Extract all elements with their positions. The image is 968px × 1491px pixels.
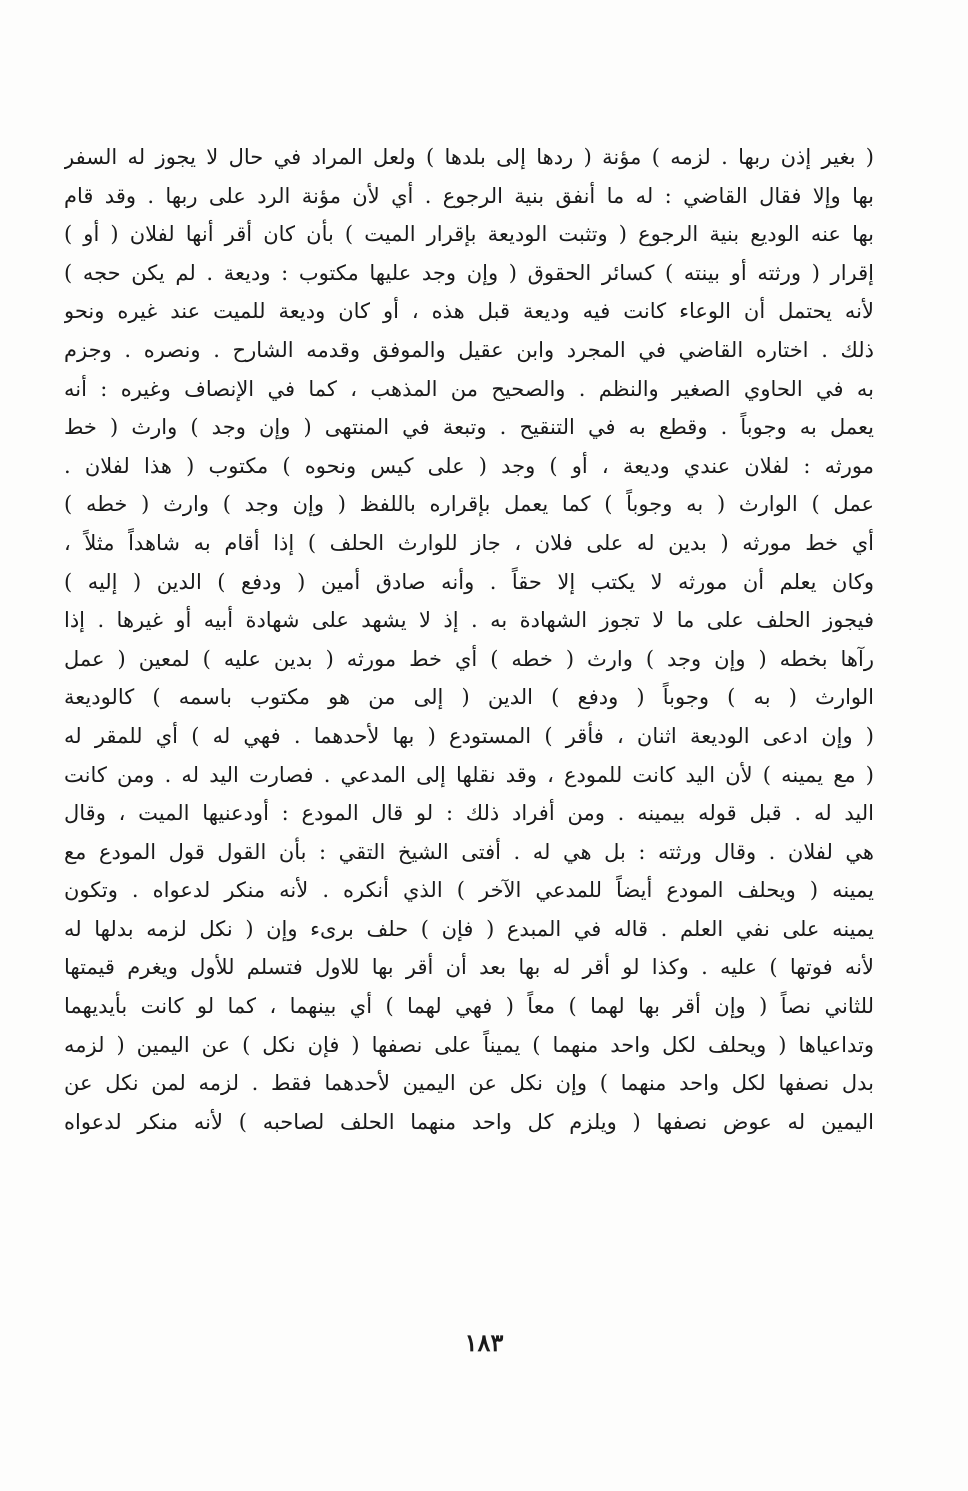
text-line: بدل نصفها لكل واحد منهما ) وإن نكل عن اليمين لأحدهما فقط . لزمه لمن نكل عن	[64, 1071, 874, 1096]
text-line: وكان يعلم أن مورثه لا يكتب إلا حقاً . وأنه صادق أمين ( ودفع ) الدين ( إليه )	[64, 569, 874, 594]
text-line: يمينه ( ويحلف المودع أيضاً للمدعي الآخر ) الذي أنكره . لأنه منكر لدعواه . وتكون	[64, 878, 874, 903]
text-line: إقرار ( ورثته أو بينته ) كسائر الحقوق ( وإن وجد عليها مكتوب : وديعة . لم يكن حجه )	[64, 260, 874, 285]
text-line: ( مع يمينه ) لأن اليد كانت للمودع ، وقد نقلها إلى المدعي . فصارت اليد له . ومن كانت	[64, 762, 874, 787]
text-line: اليمين له عوض نصفها ( ويلزم كل واحد منهما الحلف لصاحبه ) لأنه منكر لدعواه	[64, 1109, 874, 1134]
text-line: لأنه فوتها ) عليه . وكذا لو أقر له بها بعد أن أقر بها للاول فتسلم للأول ويغرم قيمتها	[64, 955, 874, 980]
text-line: وتداعياها ( ويحلف لكل واحد منهما ) يميناً على نصفها ( فإن نكل ) عن اليمين ( لزمه	[64, 1032, 874, 1057]
text-line: اليد له . قبل قوله بيمينه . ومن أفراد ذلك : لو قال المودع : أودعنيها الميت ، وقال	[64, 801, 874, 826]
text-line: بها وإلا فقال القاضي : له ما أنفق بنية الرجوع . أي لأن مؤنة الرد على ربها . وقد قام	[64, 183, 874, 208]
text-line: يعمل به وجوباً . وقطع به في التنقيح . وتبعة في المنتهى ( وإن وجد ) وارث ( خط	[64, 415, 874, 440]
text-line: ( بغير إذن ربها . لزمه ) مؤنة ( ردها إلى بلدها ) ولعل المراد في حال لا يجوز له السفر	[64, 145, 874, 169]
body-text	[64, 138, 874, 1141]
text-line: رآها بخطه ( وإن وجد ) وارث ( خطه ) أي خط مورثه ( بدين عليه ) لمعين ( عمل	[64, 646, 874, 671]
text-line: الوارث ( به ) وجوباً ( ودفع ) الدين ( إلى من هو مكتوب باسمه ) كالوديعة	[64, 685, 874, 710]
text-line: لأنه يحتمل أن الوعاء كانت فيه وديعة قبل هذه ، أو كان وديعة للميت عند غيره ونحو	[64, 299, 874, 324]
text-line: مورثه : لفلان عندي وديعة ، أو ) وجد ( على كيس ونحوه ) مكتوب ( هذا لفلان .	[64, 453, 874, 478]
text-line: بها عنه الوديع بنية الرجوع ( وتثبت الوديعة بإقرار الميت ) بأن كان أقر أنها لفلان ( أو )	[64, 222, 874, 247]
text-line: أي خط مورثه ( بدين له على فلان ، جاز للوارث الحلف ) إذا أقام به شاهداً مثلاً ،	[64, 530, 874, 555]
text-line: هي لفلان . وقال ورثته : بل هي له . أفتى الشيخ التقي : بأن القول قول المودع مع	[64, 839, 874, 864]
text-line: ( وإن ادعى الوديعة اثنان ، فأقر ) المستودع ( بها لأحدهما . فهي له ) أي للمقر له	[64, 723, 874, 748]
text-line: عمل ) الوارث ( به وجوباً ) كما يعمل بإقراره باللفظ ( وإن وجد ) وارث ( خطه )	[64, 492, 874, 517]
text-line: ذلك . اختاره القاضي في المجرد وابن عقيل والموفق وقدمه الشارح . ونصره . وجزم	[64, 337, 874, 362]
text-line: يمينه على نفي العلم . قاله في المبدع ( فإن ) حلف برىء وإن ( نكل لزمه بدلها له	[64, 916, 874, 941]
text-line: للثاني نصاً ( وإن أقر بها لهما ) معاً ( فهي لهما ) أي بينهما ، كما لو كانت بأيديهما	[64, 994, 874, 1019]
page-number: ١٨٣	[464, 1328, 504, 1357]
text-line: به في الحاوي الصغير والنظم . والصحيح من المذهب ، كما في الإنصاف وغيره : أنه	[64, 376, 874, 401]
text-line: فيجوز الحلف على ما لا تجوز الشهادة به . إذ لا يشهد على شهادة أبيه أو غيرها . إذا	[64, 608, 874, 633]
